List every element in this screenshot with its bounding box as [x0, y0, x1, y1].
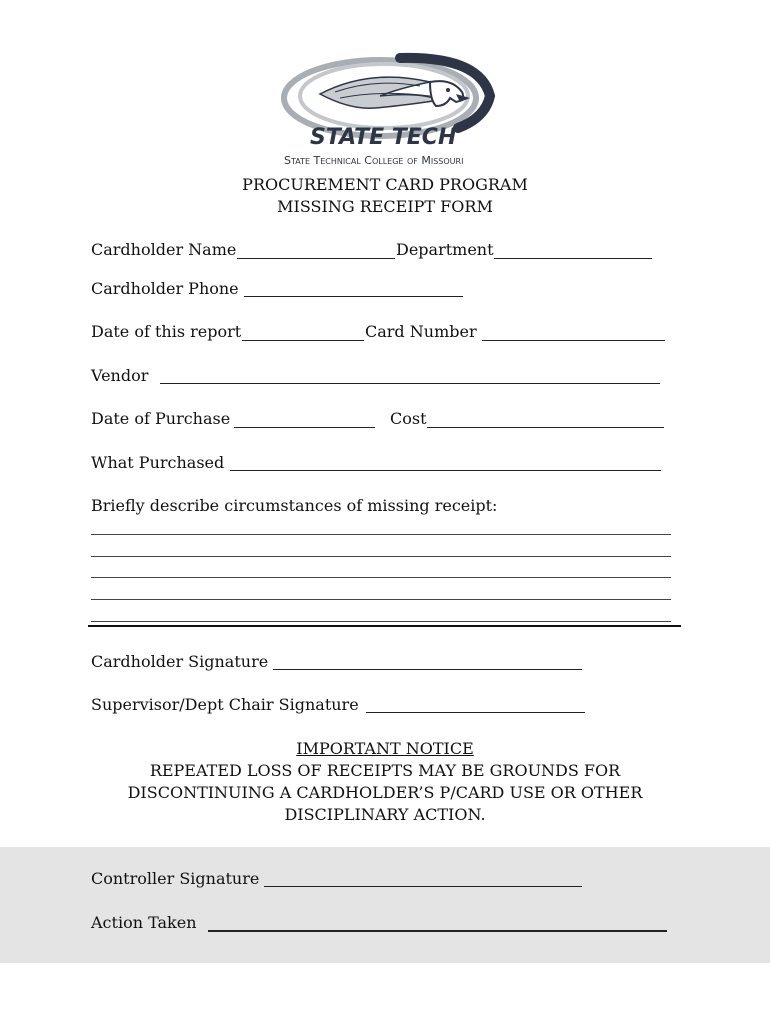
office-use-section — [0, 847, 770, 963]
what-purchased-label: What Purchased — [91, 453, 225, 472]
notice-line-3: DISCIPLINARY ACTION. — [284, 805, 486, 824]
controller-signature-label: Controller Signature — [91, 869, 260, 888]
circumstances-label: Briefly describe circumstances of missing receipt: — [91, 496, 498, 515]
logo-wordmark: STATE TECH — [310, 125, 457, 150]
what-purchased-field[interactable] — [230, 470, 661, 471]
notice-heading: IMPORTANT NOTICE — [296, 739, 474, 758]
circumstances-line-2[interactable] — [91, 556, 671, 557]
circumstances-line-4[interactable] — [91, 599, 671, 600]
cardholder-signature-label: Cardholder Signature — [91, 652, 269, 671]
date-of-purchase-label: Date of Purchase — [91, 409, 231, 428]
circumstances-line-1[interactable] — [91, 534, 671, 535]
cardholder-name-label: Cardholder Name — [91, 240, 237, 259]
cardholder-phone-label: Cardholder Phone — [91, 279, 239, 298]
date-of-report-field[interactable] — [242, 340, 364, 341]
notice-line-2: DISCONTINUING A CARDHOLDER’S P/CARD USE OR OTHER — [127, 783, 643, 802]
action-taken-field[interactable] — [208, 930, 667, 932]
vendor-label: Vendor — [91, 366, 149, 385]
cardholder-name-field[interactable] — [237, 258, 395, 259]
vendor-field[interactable] — [160, 383, 660, 384]
action-taken-label: Action Taken — [91, 913, 197, 932]
circumstances-line-3[interactable] — [91, 577, 671, 578]
form-title-line2: MISSING RECEIPT FORM — [277, 197, 493, 216]
supervisor-signature-label: Supervisor/Dept Chair Signature — [91, 695, 359, 714]
section-divider — [88, 625, 681, 627]
controller-signature-field[interactable] — [264, 886, 582, 887]
cardholder-phone-field[interactable] — [244, 296, 463, 297]
cost-label: Cost — [390, 409, 427, 428]
cost-field[interactable] — [427, 427, 664, 428]
department-label: Department — [396, 240, 494, 259]
circumstances-line-5[interactable] — [91, 621, 671, 622]
card-number-label: Card Number — [365, 322, 477, 341]
card-number-field[interactable] — [482, 340, 665, 341]
form-title-line1: PROCUREMENT CARD PROGRAM — [242, 175, 528, 194]
date-of-report-label: Date of this report — [91, 322, 242, 341]
department-field[interactable] — [494, 258, 652, 259]
supervisor-signature-field[interactable] — [366, 712, 585, 713]
cardholder-signature-field[interactable] — [273, 669, 582, 670]
notice-line-1: REPEATED LOSS OF RECEIPTS MAY BE GROUNDS FOR — [149, 761, 621, 780]
logo-tm: TM — [458, 125, 467, 132]
date-of-purchase-field[interactable] — [234, 427, 375, 428]
logo-college-name: State Technical College of Missouri — [284, 154, 464, 167]
